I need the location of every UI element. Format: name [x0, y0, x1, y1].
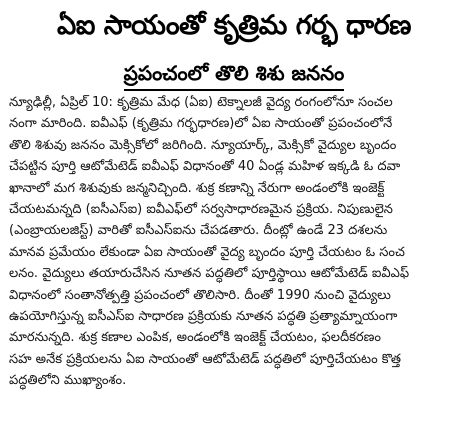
- body-line: ఖానాలో మగ శిశువుకు జన్మనిచ్చింది. శుక్ర కణాన్ని నేరుగా అండంలోకి ఇంజెక్ట్: [9, 180, 385, 196]
- body-line: లనం. వైద్యులు తయారుచేసిన నూతన పద్ధతిలో పూర్తిస్థాయి ఆటోమేటెడ్ ఐవీఎఫ్: [9, 266, 410, 282]
- body-line: మానవ ప్రమేయం లేకుండా ఏఐ సాయంతో వైద్య బృందం పూర్తి చేయటం ఓ సంచ: [9, 244, 405, 260]
- body-line: పద్ధతిలోని ముఖ్యాంశం.: [9, 373, 127, 389]
- body-line: చేపట్టిన పూర్తి ఆటోమేటెడ్ ఐవీఎఫ్ విధానంతో 40 ఏండ్ల మహిళ ఇక్కడి ఓ దవా: [9, 159, 401, 175]
- subheadline: ప్రపంచంలో తొలి శిశు జననం: [124, 60, 345, 91]
- body-line: సహ అనేక ప్రక్రియలను ఏఐ సాయంతో ఆటోమేటెడ్ పద్ధతిలో పూర్తిచేయటం కొత్త: [9, 351, 401, 367]
- body-line: చేయటమన్నది (ఐసీఎస్ఐ) ఐవీఎఫ్‌లో సర్వసాధారణమైన ప్రక్రియ. నిపుణులైన: [9, 201, 393, 217]
- body-line: మారనున్నది. శుక్ర కణాల ఎంపిక, అండంలోకి ఇంజెక్ట్ చేయటం, ఫలదీకరణం: [9, 330, 381, 346]
- body-line: విధానంలో సంతానోత్పత్తి ప్రపంచంలో తొలిసారి. దీంతో 1990 నుంచి వైద్యులు: [9, 287, 391, 303]
- body-line: నంగా మారింది. ఐవీఎఫ్ (కృత్రిమ గర్భధారణ)లో ఏఐ సాయంతో ప్రపంచంలోనే: [9, 116, 393, 132]
- article-body: [9, 92, 461, 391]
- subheadline-container: [84, 60, 384, 91]
- body-line: తొలి శిశువు జననం మెక్సికోలో జరిగింది. న్యూయార్క్, మెక్సికో వైద్యుల బృందం: [9, 137, 397, 153]
- headline: ఏఐ సాయంతో కృత్రిమ గర్భ ధారణ: [57, 10, 411, 41]
- body-line: ఉపయోగిస్తున్న ఐసీఎస్ఐ సాధారణ ప్రక్రియకు నూతన పద్ధతి ప్రత్యామ్నాయంగా: [9, 308, 398, 324]
- body-line: (ఎంబ్రాయలజిస్ట్) వారితో ఐసీఎస్ఐను చేపడతారు. దీంట్లో ఉండే 23 దశలను: [9, 223, 388, 239]
- body-line: న్యూఢిల్లీ, ఏప్రిల్ 10: కృత్రిమ మేధ (ఏఐ) టెక్నాలజీ వైద్య రంగంలోనూ సంచల: [9, 95, 393, 110]
